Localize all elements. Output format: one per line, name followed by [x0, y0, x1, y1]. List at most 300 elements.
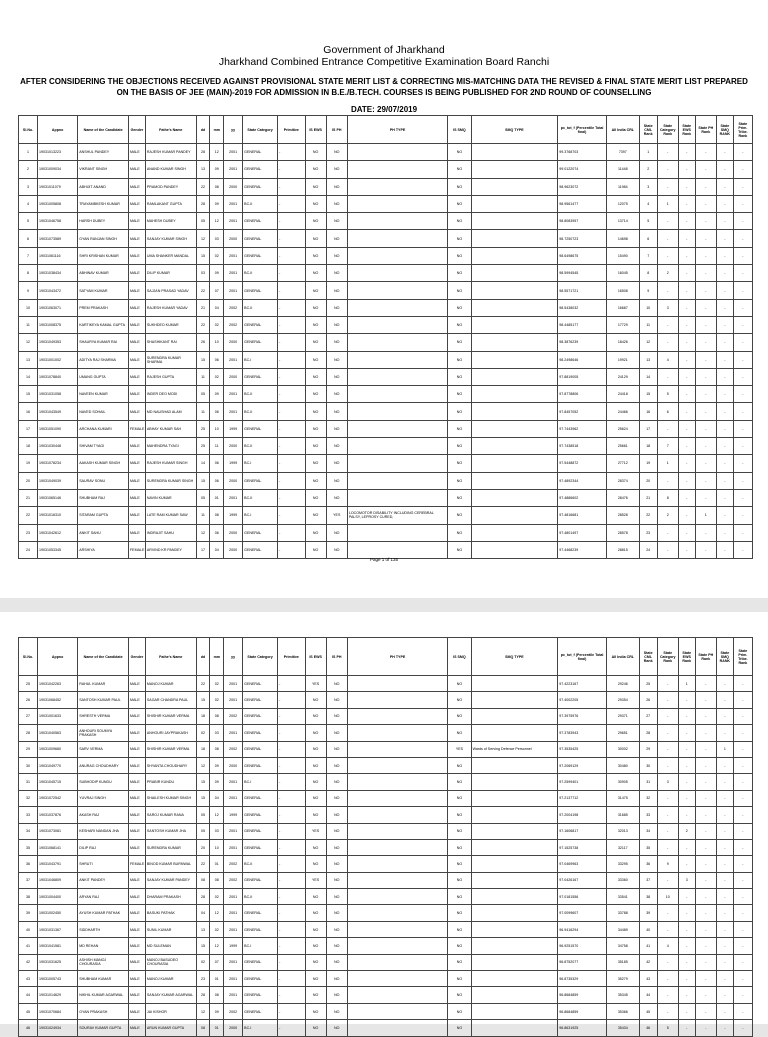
table-cell: - [678, 351, 695, 368]
table-cell: GENERAL [243, 971, 278, 987]
table-cell: 28 [196, 889, 210, 905]
table-cell: SURENDRA KUMAR SINGH [145, 472, 196, 489]
table-row [19, 987, 753, 1003]
table-cell: - [657, 420, 678, 437]
table-cell: NO [305, 351, 326, 368]
table-cell: GENERAL [243, 247, 278, 264]
table-cell: NO [305, 541, 326, 558]
table-cell: - [678, 938, 695, 954]
table-cell [471, 178, 558, 195]
table-cell: 28815 [606, 541, 639, 558]
table-cell: MALE [128, 921, 145, 937]
table-row [19, 144, 753, 161]
table-cell: 15 [196, 692, 210, 708]
table-cell: FEMALE [128, 420, 145, 437]
table-cell: NO [326, 351, 347, 368]
table-row [19, 938, 753, 954]
table-cell: 19031068452 [38, 692, 78, 708]
table-cell: 19921 [606, 351, 639, 368]
table-cell: 2001 [224, 489, 243, 506]
table-cell: 17 [639, 420, 657, 437]
table-row [19, 757, 753, 773]
table-cell: - [657, 230, 678, 247]
table-cell: NO [326, 524, 347, 541]
table-cell: 19031031058 [38, 386, 78, 403]
header-board-name: Jharkhand Combined Entrance Competitive Examination Board Ranchi [218, 56, 550, 68]
table-cell: 02 [196, 954, 210, 970]
table-cell: 12 [196, 1003, 210, 1019]
table-cell: Wards of Serving Defence Personnel [471, 741, 558, 757]
table-cell: 09 [210, 774, 224, 790]
table-row [19, 708, 753, 724]
table-cell: 11 [210, 438, 224, 455]
table-cell: MALE [128, 839, 145, 855]
table-row [19, 386, 753, 403]
table-cell: 19 [639, 455, 657, 472]
table-cell: 12 [210, 213, 224, 230]
table-cell: NO [305, 839, 326, 855]
table-cell: MANOJ KUMAR [145, 676, 196, 692]
table-cell: 97.2004198 [558, 807, 607, 823]
table-cell [347, 921, 447, 937]
table-cell: - [716, 507, 733, 524]
table-cell: 28528 [606, 507, 639, 524]
table-cell: GENERAL [243, 954, 278, 970]
table-cell: - [678, 438, 695, 455]
table-cell: 97.4223167 [558, 676, 607, 692]
table-cell: JAI KISHOR [145, 1003, 196, 1019]
table-cell: RAMLAKANT GUPTA [145, 195, 196, 212]
table-cell: NO [305, 757, 326, 773]
table-cell: NO [448, 316, 471, 333]
table-cell: 2000 [224, 1020, 243, 1036]
table-cell [347, 839, 447, 855]
table-cell: BC-II [243, 438, 278, 455]
column-header: State Prim. Tribe. Rank [733, 638, 752, 676]
table-cell [347, 1003, 447, 1019]
table-cell: 19031031625 [38, 954, 78, 970]
table-cell: 1 [657, 195, 678, 212]
table-cell [471, 757, 558, 773]
table-cell: - [278, 386, 305, 403]
table-cell: - [733, 889, 752, 905]
table-cell: - [695, 368, 716, 385]
table-cell: NO [326, 905, 347, 921]
table-cell: MALE [128, 676, 145, 692]
table-cell: - [716, 438, 733, 455]
table-cell: NO [448, 905, 471, 921]
table-cell: NO [448, 757, 471, 773]
table-cell: NO [448, 403, 471, 420]
table-cell: - [733, 725, 752, 741]
table-cell: 97.8819005 [558, 368, 607, 385]
table-cell: 17 [196, 541, 210, 558]
table-cell: - [278, 368, 305, 385]
table-cell: GENERAL [243, 757, 278, 773]
table-cell: 5 [639, 213, 657, 230]
table-cell: RAJESH KUMAR PANDEY [145, 144, 196, 161]
table-cell: NO [326, 987, 347, 1003]
table-cell: NO [326, 541, 347, 558]
table-cell: 19031031367 [38, 921, 78, 937]
table-cell: 17729 [606, 316, 639, 333]
table-cell: 40 [639, 921, 657, 937]
table-cell: 19031001002 [38, 351, 78, 368]
table-cell: NO [448, 299, 471, 316]
table-cell: - [278, 195, 305, 212]
table-cell: 35434 [606, 1020, 639, 1036]
table-cell: - [657, 905, 678, 921]
table-cell [471, 725, 558, 741]
table-cell: 32117 [606, 839, 639, 855]
table-cell: 25 [196, 420, 210, 437]
table-cell: 19031043549 [38, 403, 78, 420]
table-cell: 2001 [224, 725, 243, 741]
table-cell [347, 757, 447, 773]
table-cell: NO [326, 938, 347, 954]
table-cell: 10 [19, 299, 38, 316]
table-cell: 18 [196, 741, 210, 757]
table-cell: NO [305, 938, 326, 954]
table-cell: - [678, 954, 695, 970]
table-cell: - [678, 144, 695, 161]
table-cell: - [278, 823, 305, 839]
table-cell: 7 [639, 247, 657, 264]
table-cell: NO [305, 905, 326, 921]
table-cell: GENERAL [243, 144, 278, 161]
column-header: All India CRL [606, 116, 639, 144]
table-cell: NO [305, 807, 326, 823]
table-cell: SURENDRA KUMAR SHARMA [145, 351, 196, 368]
table-cell: 33 [639, 807, 657, 823]
table-cell: - [678, 230, 695, 247]
table-cell: - [678, 541, 695, 558]
table-cell: NO [448, 938, 471, 954]
table-cell: - [695, 213, 716, 230]
table-cell: AKASH RAJ [78, 807, 129, 823]
table-cell: 19031004400 [38, 889, 78, 905]
table-cell: NO [305, 741, 326, 757]
table-cell: 28578 [606, 524, 639, 541]
table-cell: 13 [639, 351, 657, 368]
table-cell: - [733, 971, 752, 987]
table-cell: 12 [210, 807, 224, 823]
table-cell: 97.4801497 [558, 524, 607, 541]
table-cell: NO [326, 299, 347, 316]
table-cell: MALE [128, 299, 145, 316]
table-cell [471, 316, 558, 333]
table-cell: - [678, 334, 695, 351]
table-cell: 22 [19, 507, 38, 524]
table-cell: - [678, 725, 695, 741]
table-cell: 2002 [224, 741, 243, 757]
table-cell: - [695, 971, 716, 987]
table-cell: BC-II [243, 856, 278, 872]
table-cell: - [716, 807, 733, 823]
table-cell: - [278, 489, 305, 506]
table-cell: 2 [19, 161, 38, 178]
table-cell: 41 [19, 938, 38, 954]
table-cell: - [733, 368, 752, 385]
table-cell: NO [448, 438, 471, 455]
table-cell: 03 [196, 265, 210, 282]
table-cell: 24 [19, 541, 38, 558]
table-cell: NO [326, 472, 347, 489]
table-cell: NO [305, 774, 326, 790]
table-cell: - [716, 954, 733, 970]
table-cell: ADITYA RAJ SHARMA [78, 351, 129, 368]
table-cell: - [695, 1003, 716, 1019]
table-cell: 4 [657, 938, 678, 954]
table-cell: NO [326, 195, 347, 212]
table-cell: 1999 [224, 807, 243, 823]
table-cell [347, 299, 447, 316]
table-cell: 2001 [224, 386, 243, 403]
table-cell: 41 [639, 938, 657, 954]
table-cell [471, 351, 558, 368]
table-cell: ANAND KUMAR SINGH [145, 161, 196, 178]
table-cell: 22 [196, 282, 210, 299]
table-cell: 15 [196, 351, 210, 368]
table-cell: NO [305, 403, 326, 420]
table-cell: - [695, 741, 716, 757]
table-cell: 98.2498646 [558, 351, 607, 368]
table-cell [347, 351, 447, 368]
column-header: Name of the Candidate [78, 638, 129, 676]
table-cell: - [278, 971, 305, 987]
table-cell [471, 524, 558, 541]
table-cell: NO [305, 889, 326, 905]
table-cell: NO [326, 676, 347, 692]
table-cell [347, 905, 447, 921]
table-cell [471, 144, 558, 161]
table-cell: 08 [196, 872, 210, 888]
table-cell: 19031042263 [38, 676, 78, 692]
table-cell: 19031030448 [38, 438, 78, 455]
table-header-row [19, 638, 753, 676]
table-cell: 28 [19, 725, 38, 741]
table-cell: SAURAV SONU [78, 472, 129, 489]
table-cell [471, 708, 558, 724]
table-cell: 18426 [606, 334, 639, 351]
table-cell: - [733, 708, 752, 724]
table-cell: - [716, 213, 733, 230]
table-cell: 05 [196, 489, 210, 506]
table-cell: - [733, 541, 752, 558]
table-cell: - [657, 334, 678, 351]
column-header: mm [210, 638, 224, 676]
table-cell: - [657, 247, 678, 264]
table-cell: ANHOURI SOUMYA PRAKASH [78, 725, 129, 741]
table-cell: NO [326, 757, 347, 773]
table-cell: - [278, 938, 305, 954]
table-cell: - [695, 420, 716, 437]
table-cell: 08 [210, 987, 224, 1003]
table-cell: - [278, 905, 305, 921]
table-cell: 2001 [224, 403, 243, 420]
table-cell: - [678, 455, 695, 472]
table-cell: - [657, 741, 678, 757]
table-cell: 96.9251570 [558, 938, 607, 954]
table-cell: - [695, 872, 716, 888]
table-cell [471, 386, 558, 403]
table-cell: KARTIKEYA KAMAL GUPTA [78, 316, 129, 333]
table-cell: - [716, 455, 733, 472]
table-cell: - [733, 230, 752, 247]
table-cell: MALE [128, 455, 145, 472]
column-header: PH TYPE [347, 638, 447, 676]
table-cell: - [733, 905, 752, 921]
table-cell: 97.0099607 [558, 905, 607, 921]
table-cell: 28374 [606, 472, 639, 489]
table-cell: 09 [210, 757, 224, 773]
table-cell: BC-II [243, 489, 278, 506]
table-cell: NO [305, 438, 326, 455]
table-cell: 2002 [224, 872, 243, 888]
table-cell [347, 872, 447, 888]
column-header: yy [224, 638, 243, 676]
column-header: pc_tot_f (Percentile Total final) [558, 116, 607, 144]
column-header: dd [196, 638, 210, 676]
merit-table [18, 637, 753, 1037]
table-cell: 10 [210, 839, 224, 855]
table-cell: NO [305, 987, 326, 1003]
table-cell: - [695, 195, 716, 212]
table-cell: 2 [639, 161, 657, 178]
table-cell: NO [305, 213, 326, 230]
table-cell: NO [326, 282, 347, 299]
table-cell: 30 [639, 757, 657, 773]
table-cell: MALE [128, 872, 145, 888]
table-cell: AAKASH KUMAR SINGH [78, 455, 129, 472]
table-cell: - [678, 774, 695, 790]
table-cell: - [278, 282, 305, 299]
table-cell: 11 [19, 316, 38, 333]
table-row [19, 368, 753, 385]
table-cell: 97.1525738 [558, 839, 607, 855]
table-row [19, 692, 753, 708]
table-cell: NO [448, 282, 471, 299]
table-cell: 22 [196, 178, 210, 195]
table-cell [347, 676, 447, 692]
table-cell: - [695, 316, 716, 333]
table-cell: 27 [19, 708, 38, 724]
table-cell: 9 [639, 282, 657, 299]
table-cell: NO [448, 1003, 471, 1019]
table-cell: 97.0426167 [558, 872, 607, 888]
table-cell: - [733, 790, 752, 806]
table-cell: - [678, 195, 695, 212]
table-cell: SHRESTH VERMA [78, 708, 129, 724]
table-cell: 1 [19, 144, 38, 161]
table-cell: 11448 [606, 161, 639, 178]
table-cell: GENERAL [243, 807, 278, 823]
merit-table [18, 115, 753, 559]
table-cell: 29651 [606, 725, 639, 741]
table-cell: 4 [657, 351, 678, 368]
table-cell: MALE [128, 438, 145, 455]
table-cell: GENERAL [243, 1003, 278, 1019]
table-cell: - [278, 541, 305, 558]
table-cell: 23 [19, 524, 38, 541]
table-cell: GENERAL [243, 161, 278, 178]
table-cell: BC-II [243, 889, 278, 905]
table-cell [347, 889, 447, 905]
table-cell: - [695, 403, 716, 420]
table-cell: NO [326, 420, 347, 437]
table-cell: - [733, 921, 752, 937]
table-cell: MD NAUSHAD ALAM [145, 403, 196, 420]
table-cell: - [695, 178, 716, 195]
table-cell: 98.9623072 [558, 178, 607, 195]
table-cell: NAVIN KUMAR [145, 489, 196, 506]
table-cell: - [716, 144, 733, 161]
table-cell: 08 [210, 507, 224, 524]
column-header: State PH Rank [695, 116, 716, 144]
table-cell [471, 299, 558, 316]
table-cell: - [733, 178, 752, 195]
table-cell: - [716, 708, 733, 724]
table-row [19, 872, 753, 888]
table-cell: 33541 [606, 889, 639, 905]
table-cell: 96.8684859 [558, 987, 607, 1003]
table-cell: 19031078840 [38, 368, 78, 385]
table-cell: 02 [210, 247, 224, 264]
table-cell: 7 [657, 438, 678, 455]
table-cell: - [716, 316, 733, 333]
table-cell: - [695, 265, 716, 282]
table-cell: 04 [210, 790, 224, 806]
table-cell: - [716, 1020, 733, 1036]
table-cell [471, 420, 558, 437]
table-cell: NO [305, 316, 326, 333]
table-cell: NO [448, 1020, 471, 1036]
table-cell: ANHOURI JAYPRAKASH [145, 725, 196, 741]
table-cell: - [733, 524, 752, 541]
table-cell: 2 [657, 507, 678, 524]
table-cell [471, 455, 558, 472]
table-cell: NO [305, 178, 326, 195]
table-cell [471, 676, 558, 692]
table-cell: 19031063071 [38, 299, 78, 316]
table-cell: - [733, 676, 752, 692]
table-cell: 2001 [224, 351, 243, 368]
table-cell: 39 [639, 905, 657, 921]
table-cell: - [657, 161, 678, 178]
table-cell: - [733, 144, 752, 161]
table-cell: NO [448, 725, 471, 741]
table-cell: - [278, 351, 305, 368]
table-cell: GYAN PRAKASH [78, 1003, 129, 1019]
table-cell: MD REHAN [78, 938, 129, 954]
table-cell: GENERAL [243, 921, 278, 937]
table-cell: NO [448, 420, 471, 437]
table-cell: MALE [128, 316, 145, 333]
table-cell: - [278, 472, 305, 489]
table-cell [471, 489, 558, 506]
table-cell [471, 987, 558, 1003]
table-cell: NO [448, 774, 471, 790]
table-cell: 05 [196, 823, 210, 839]
column-header: SMQ TYPE [471, 116, 558, 144]
table-cell: 31685 [606, 807, 639, 823]
table-cell: - [278, 839, 305, 855]
table-cell [471, 213, 558, 230]
table-row [19, 316, 753, 333]
table-cell: 11 [639, 316, 657, 333]
table-cell: - [678, 905, 695, 921]
table-cell: 02 [196, 725, 210, 741]
